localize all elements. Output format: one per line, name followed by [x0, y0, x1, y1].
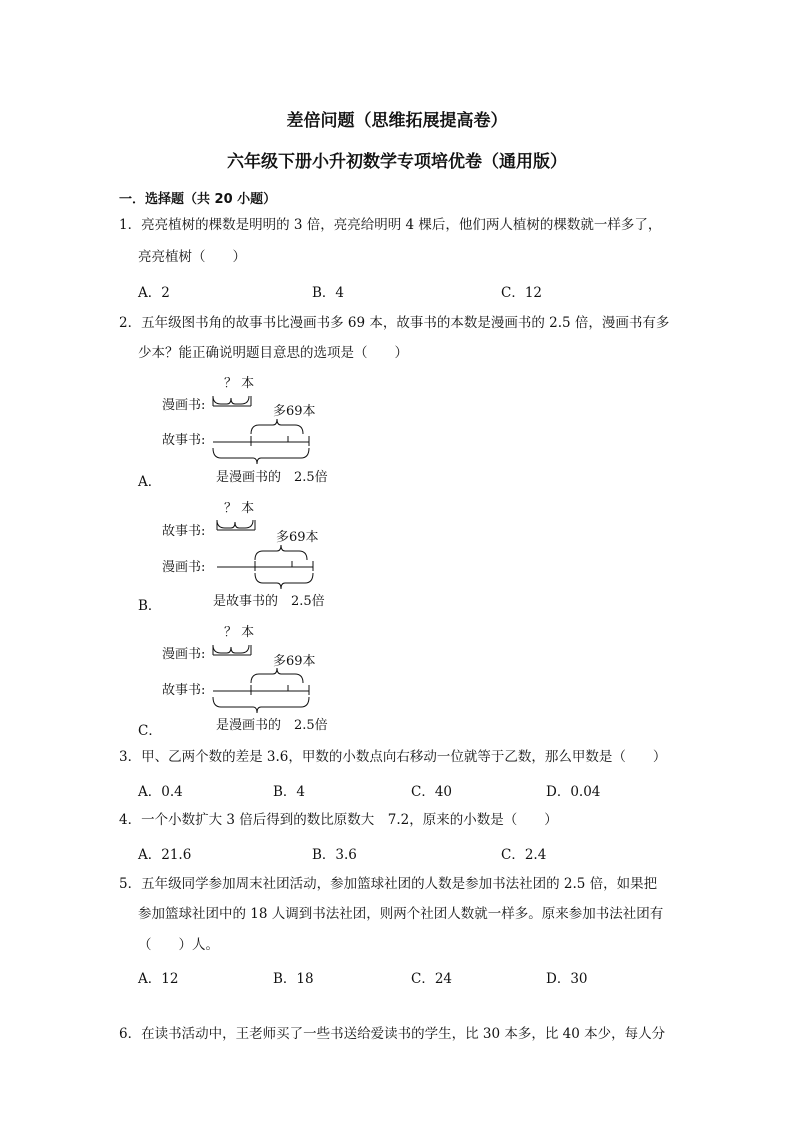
option-b[interactable]: B．18 [273, 971, 314, 987]
option-label: A． [138, 474, 162, 490]
section-heading: 一．选择题（共 20 小题） [119, 192, 277, 207]
diagram-bottom-label: 漫画书: [162, 560, 206, 575]
option-a[interactable]: A．0.4 [138, 784, 183, 800]
more-label: 多69本 [276, 530, 319, 545]
page-title: 差倍问题（思维拓展提高卷） [286, 111, 508, 131]
option-d[interactable]: D．30 [546, 971, 588, 987]
brace-more [251, 668, 303, 683]
more-label: 多69本 [273, 404, 316, 419]
diagram-top-label: 漫画书: [162, 398, 206, 413]
question-text: 6．在读书活动中，王老师买了一些书送给爱读书的学生，比 30 本多，比 40 本少，每人分 [119, 1026, 666, 1042]
times-label: 是漫画书的 2.5倍 [216, 470, 328, 485]
question-text: （ ）人。 [138, 937, 219, 953]
brace-bottom [213, 697, 309, 713]
question-text: 3．甲、乙两个数的差是 3.6，甲数的小数点向右移动一位就等于乙数，那么甲数是（ ） [119, 749, 667, 765]
page-subtitle: 六年级下册小升初数学专项培优卷（通用版） [227, 152, 567, 172]
more-label: 多69本 [273, 654, 316, 669]
times-label: 是故事书的 2.5倍 [213, 594, 325, 609]
diagram-bottom-label: 故事书: [162, 683, 206, 698]
question-mark-label: ？ 本 [224, 376, 255, 391]
option-c[interactable]: C．12 [501, 285, 543, 301]
question-text: 亮亮植树（ ） [138, 249, 246, 265]
option-a[interactable]: A．21.6 [138, 847, 192, 863]
option-c[interactable]: C．24 [411, 971, 453, 987]
question-text: 2．五年级图书角的故事书比漫画书多 69 本，故事书的本数是漫画书的 2.5 倍，漫画书有多 [119, 315, 670, 331]
option-label: C． [138, 723, 162, 739]
diagram-top-label: 漫画书: [162, 647, 206, 662]
option-d[interactable]: D．0.04 [546, 784, 601, 800]
question-text: 参加篮球社团中的 18 人调到书法社团，则两个社团人数就一样多。原来参加书法社团有 [138, 906, 664, 922]
option-b[interactable]: B．4 [273, 784, 306, 800]
option-c[interactable]: C．2.4 [501, 847, 547, 863]
question-mark-label: ？ 本 [224, 625, 255, 640]
question-text: 少本？能正确说明题目意思的选项是（ ） [138, 345, 408, 361]
option-c[interactable]: C．40 [411, 784, 453, 800]
question-mark-label: ？ 本 [224, 501, 255, 516]
question-text: 5．五年级同学参加周末社团活动，参加篮球社团的人数是参加书法社团的 2.5 倍，如果把 [119, 876, 658, 892]
option-b[interactable]: B．3.6 [312, 847, 357, 863]
option-label: B． [138, 598, 162, 614]
diagram-top-label: 故事书: [162, 524, 206, 539]
question-text: 4．一个小数扩大 3 倍后得到的数比原数大 7.2，原来的小数是（ ） [119, 812, 558, 828]
option-a[interactable]: A．2 [138, 285, 170, 301]
option-a[interactable]: A．12 [138, 971, 179, 987]
question-text: 1．亮亮植树的棵数是明明的 3 倍，亮亮给明明 4 棵后，他们两人植树的棵数就一样多了， [119, 217, 662, 233]
brace-top [213, 645, 249, 653]
times-label: 是漫画书的 2.5倍 [216, 718, 328, 733]
diagram-bottom-label: 故事书: [162, 433, 206, 448]
option-b[interactable]: B．4 [312, 285, 345, 301]
